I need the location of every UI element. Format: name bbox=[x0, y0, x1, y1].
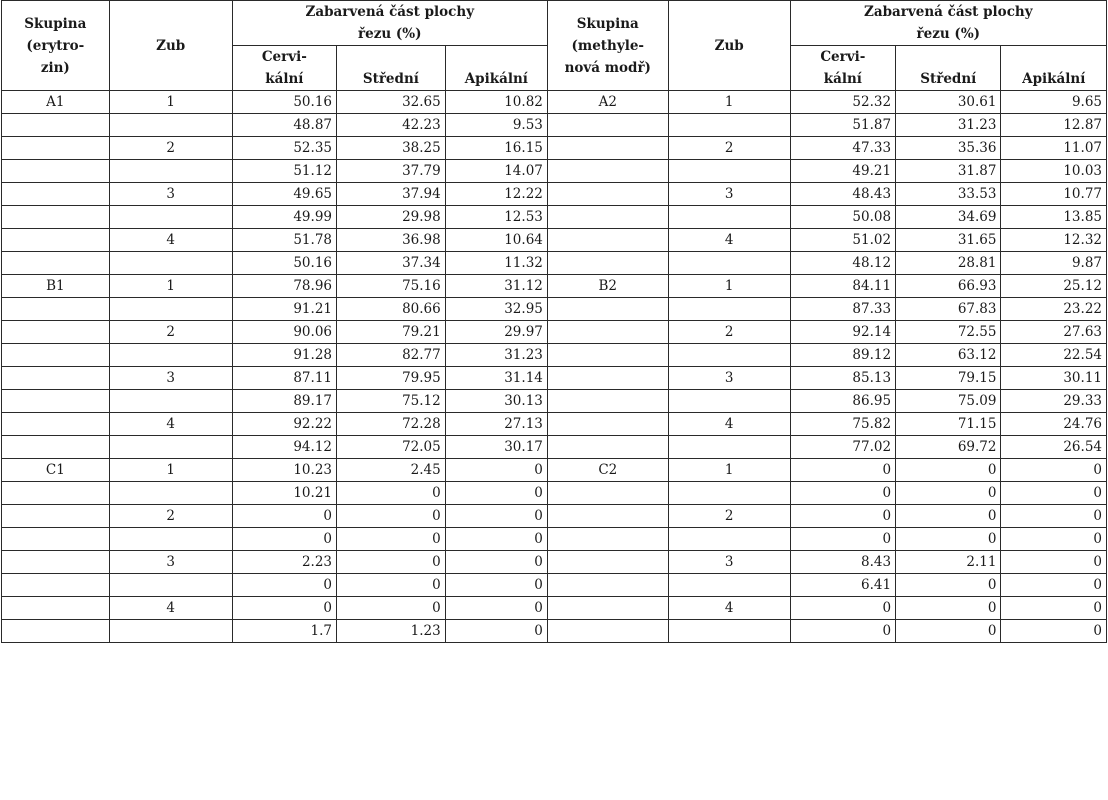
cell-apical2: 0 bbox=[1001, 482, 1107, 505]
table-row bbox=[2, 344, 1107, 367]
cell-cervical2: 89.12 bbox=[790, 344, 895, 367]
table-row bbox=[2, 298, 1107, 321]
cell-middle2: 0 bbox=[896, 620, 1001, 643]
cell-group1 bbox=[2, 482, 110, 505]
cell-tooth2: 1 bbox=[668, 91, 790, 114]
cell-group1 bbox=[2, 551, 110, 574]
cell-apical1: 0 bbox=[445, 620, 547, 643]
table-row bbox=[2, 390, 1107, 413]
cell-middle2: 67.83 bbox=[896, 298, 1001, 321]
cell-apical1: 31.14 bbox=[445, 367, 547, 390]
cell-cervical1: 78.96 bbox=[232, 275, 336, 298]
cell-tooth2: 2 bbox=[668, 137, 790, 160]
cell-group1 bbox=[2, 137, 110, 160]
cell-tooth2: 1 bbox=[668, 459, 790, 482]
cell-cervical2: 49.21 bbox=[790, 160, 895, 183]
cell-apical2: 0 bbox=[1001, 528, 1107, 551]
cell-middle1: 38.25 bbox=[337, 137, 446, 160]
cell-cervical2: 77.02 bbox=[790, 436, 895, 459]
cell-tooth1 bbox=[109, 298, 232, 321]
cell-middle1: 1.23 bbox=[337, 620, 446, 643]
cell-middle2: 33.53 bbox=[896, 183, 1001, 206]
cell-tooth1 bbox=[109, 252, 232, 275]
cell-tooth2: 2 bbox=[668, 321, 790, 344]
cell-cervical1: 0 bbox=[232, 574, 336, 597]
cell-tooth1: 3 bbox=[109, 551, 232, 574]
cell-tooth1 bbox=[109, 160, 232, 183]
cell-middle1: 0 bbox=[337, 574, 446, 597]
cell-apical1: 31.23 bbox=[445, 344, 547, 367]
cell-apical2: 10.03 bbox=[1001, 160, 1107, 183]
cell-group1 bbox=[2, 229, 110, 252]
cell-cervical2: 52.32 bbox=[790, 91, 895, 114]
cell-group2: C2 bbox=[547, 459, 668, 482]
table-row bbox=[2, 137, 1107, 160]
cell-tooth1: 1 bbox=[109, 91, 232, 114]
cell-tooth1 bbox=[109, 482, 232, 505]
cell-cervical1: 49.65 bbox=[232, 183, 336, 206]
cell-cervical1: 90.06 bbox=[232, 321, 336, 344]
cell-cervical1: 87.11 bbox=[232, 367, 336, 390]
cell-tooth1 bbox=[109, 528, 232, 551]
cell-middle2: 0 bbox=[896, 528, 1001, 551]
cell-apical1: 0 bbox=[445, 459, 547, 482]
cell-tooth2 bbox=[668, 114, 790, 137]
cell-apical1: 16.15 bbox=[445, 137, 547, 160]
cell-group2 bbox=[547, 183, 668, 206]
cell-middle2: 31.23 bbox=[896, 114, 1001, 137]
cell-apical2: 24.76 bbox=[1001, 413, 1107, 436]
cell-apical1: 12.22 bbox=[445, 183, 547, 206]
cell-group2 bbox=[547, 574, 668, 597]
cell-middle2: 75.09 bbox=[896, 390, 1001, 413]
cell-middle2: 30.61 bbox=[896, 91, 1001, 114]
cell-middle1: 75.16 bbox=[337, 275, 446, 298]
table-row bbox=[2, 321, 1107, 344]
cell-apical2: 25.12 bbox=[1001, 275, 1107, 298]
cell-cervical2: 6.41 bbox=[790, 574, 895, 597]
cell-group2 bbox=[547, 413, 668, 436]
table-row bbox=[2, 114, 1107, 137]
group1-header: Skupina (erytro- zin) bbox=[2, 1, 110, 91]
cell-middle1: 36.98 bbox=[337, 229, 446, 252]
cell-apical1: 10.64 bbox=[445, 229, 547, 252]
cell-cervical1: 10.23 bbox=[232, 459, 336, 482]
table-header bbox=[2, 1, 1107, 91]
cell-cervical1: 92.22 bbox=[232, 413, 336, 436]
middle-header-1-top bbox=[337, 46, 446, 69]
cell-apical1: 14.07 bbox=[445, 160, 547, 183]
cell-tooth2 bbox=[668, 390, 790, 413]
table-row bbox=[2, 229, 1107, 252]
cell-group1 bbox=[2, 160, 110, 183]
cell-apical2: 9.65 bbox=[1001, 91, 1107, 114]
cell-tooth1: 1 bbox=[109, 275, 232, 298]
cervical-header-2: kální bbox=[790, 68, 895, 91]
cell-middle1: 80.66 bbox=[337, 298, 446, 321]
cell-middle2: 0 bbox=[896, 597, 1001, 620]
cell-group1 bbox=[2, 114, 110, 137]
cell-cervical1: 48.87 bbox=[232, 114, 336, 137]
cell-cervical2: 87.33 bbox=[790, 298, 895, 321]
cell-cervical2: 0 bbox=[790, 482, 895, 505]
cell-tooth1 bbox=[109, 114, 232, 137]
cell-group2 bbox=[547, 528, 668, 551]
apical-header-1: Apikální bbox=[445, 68, 547, 91]
cell-apical2: 27.63 bbox=[1001, 321, 1107, 344]
cell-tooth2 bbox=[668, 620, 790, 643]
cell-group2 bbox=[547, 137, 668, 160]
cell-apical1: 12.53 bbox=[445, 206, 547, 229]
cell-cervical1: 89.17 bbox=[232, 390, 336, 413]
cell-group1 bbox=[2, 528, 110, 551]
cell-cervical2: 48.43 bbox=[790, 183, 895, 206]
area-header-2: Zabarvená část plochy řezu (%) bbox=[790, 1, 1106, 46]
middle-header-1: Střední bbox=[337, 68, 446, 91]
cell-apical1: 0 bbox=[445, 505, 547, 528]
cell-tooth2: 3 bbox=[668, 367, 790, 390]
cell-middle2: 0 bbox=[896, 459, 1001, 482]
cell-middle2: 28.81 bbox=[896, 252, 1001, 275]
cell-tooth1: 4 bbox=[109, 413, 232, 436]
cell-apical2: 12.32 bbox=[1001, 229, 1107, 252]
cell-group2: B2 bbox=[547, 275, 668, 298]
cell-apical1: 9.53 bbox=[445, 114, 547, 137]
table-row bbox=[2, 183, 1107, 206]
cell-tooth1 bbox=[109, 574, 232, 597]
cell-middle1: 0 bbox=[337, 528, 446, 551]
cell-apical1: 10.82 bbox=[445, 91, 547, 114]
cell-group2 bbox=[547, 114, 668, 137]
cell-tooth1 bbox=[109, 390, 232, 413]
cell-cervical2: 0 bbox=[790, 597, 895, 620]
table-row bbox=[2, 528, 1107, 551]
cell-tooth1 bbox=[109, 344, 232, 367]
cell-tooth2: 3 bbox=[668, 551, 790, 574]
cell-tooth1: 2 bbox=[109, 505, 232, 528]
cell-tooth2: 2 bbox=[668, 505, 790, 528]
cell-group1 bbox=[2, 413, 110, 436]
cell-middle1: 82.77 bbox=[337, 344, 446, 367]
cell-middle1: 0 bbox=[337, 551, 446, 574]
cell-tooth2: 1 bbox=[668, 275, 790, 298]
cell-group2 bbox=[547, 551, 668, 574]
cell-apical2: 13.85 bbox=[1001, 206, 1107, 229]
cell-apical1: 30.17 bbox=[445, 436, 547, 459]
middle-header-2-top bbox=[896, 46, 1001, 69]
cell-middle2: 31.87 bbox=[896, 160, 1001, 183]
cell-tooth2: 4 bbox=[668, 413, 790, 436]
cell-cervical2: 92.14 bbox=[790, 321, 895, 344]
table-row bbox=[2, 505, 1107, 528]
cell-middle1: 2.45 bbox=[337, 459, 446, 482]
cervical-header-1-top: Cervi- bbox=[232, 46, 336, 69]
cell-group1 bbox=[2, 390, 110, 413]
cell-middle1: 0 bbox=[337, 482, 446, 505]
table-row bbox=[2, 620, 1107, 643]
cell-cervical1: 0 bbox=[232, 597, 336, 620]
table-row bbox=[2, 91, 1107, 114]
cell-group1: A1 bbox=[2, 91, 110, 114]
cell-tooth2 bbox=[668, 528, 790, 551]
cell-apical2: 0 bbox=[1001, 574, 1107, 597]
cell-apical1: 27.13 bbox=[445, 413, 547, 436]
cell-apical1: 0 bbox=[445, 482, 547, 505]
table-row bbox=[2, 436, 1107, 459]
cell-apical2: 26.54 bbox=[1001, 436, 1107, 459]
cell-cervical1: 10.21 bbox=[232, 482, 336, 505]
cell-middle1: 0 bbox=[337, 597, 446, 620]
cell-middle1: 79.95 bbox=[337, 367, 446, 390]
apical-header-2-top bbox=[1001, 46, 1107, 69]
cell-group2 bbox=[547, 229, 668, 252]
cell-apical2: 0 bbox=[1001, 459, 1107, 482]
cell-cervical1: 51.12 bbox=[232, 160, 336, 183]
cell-group2 bbox=[547, 482, 668, 505]
cervical-header-1: kální bbox=[232, 68, 336, 91]
cell-group2 bbox=[547, 298, 668, 321]
cell-tooth2: 4 bbox=[668, 229, 790, 252]
cell-cervical2: 48.12 bbox=[790, 252, 895, 275]
cell-group2 bbox=[547, 344, 668, 367]
cell-group1 bbox=[2, 436, 110, 459]
cell-apical2: 12.87 bbox=[1001, 114, 1107, 137]
cell-cervical2: 0 bbox=[790, 459, 895, 482]
cell-apical2: 10.77 bbox=[1001, 183, 1107, 206]
cell-group1 bbox=[2, 206, 110, 229]
cell-group1: C1 bbox=[2, 459, 110, 482]
cell-group2 bbox=[547, 390, 668, 413]
cell-group2 bbox=[547, 620, 668, 643]
cell-cervical1: 91.21 bbox=[232, 298, 336, 321]
cell-apical2: 0 bbox=[1001, 505, 1107, 528]
cell-cervical2: 0 bbox=[790, 620, 895, 643]
cell-apical2: 23.22 bbox=[1001, 298, 1107, 321]
cell-middle2: 69.72 bbox=[896, 436, 1001, 459]
cell-tooth1 bbox=[109, 436, 232, 459]
cell-cervical2: 47.33 bbox=[790, 137, 895, 160]
cell-cervical1: 52.35 bbox=[232, 137, 336, 160]
cell-cervical1: 94.12 bbox=[232, 436, 336, 459]
cell-middle1: 79.21 bbox=[337, 321, 446, 344]
cell-middle2: 72.55 bbox=[896, 321, 1001, 344]
cell-cervical1: 51.78 bbox=[232, 229, 336, 252]
cell-middle2: 2.11 bbox=[896, 551, 1001, 574]
cell-middle1: 32.65 bbox=[337, 91, 446, 114]
cell-tooth1: 3 bbox=[109, 367, 232, 390]
cell-cervical1: 1.7 bbox=[232, 620, 336, 643]
cell-group1 bbox=[2, 298, 110, 321]
cell-middle2: 35.36 bbox=[896, 137, 1001, 160]
cell-group1 bbox=[2, 183, 110, 206]
cell-group2 bbox=[547, 321, 668, 344]
table-row bbox=[2, 252, 1107, 275]
table-row bbox=[2, 459, 1107, 482]
cell-middle2: 63.12 bbox=[896, 344, 1001, 367]
cell-group1 bbox=[2, 321, 110, 344]
table-row bbox=[2, 551, 1107, 574]
cell-middle1: 37.94 bbox=[337, 183, 446, 206]
cell-tooth2 bbox=[668, 206, 790, 229]
cell-group1 bbox=[2, 252, 110, 275]
cell-cervical1: 50.16 bbox=[232, 91, 336, 114]
cell-apical1: 30.13 bbox=[445, 390, 547, 413]
cell-cervical1: 50.16 bbox=[232, 252, 336, 275]
cell-middle2: 0 bbox=[896, 505, 1001, 528]
apical-header-1-top bbox=[445, 46, 547, 69]
cell-tooth1: 1 bbox=[109, 459, 232, 482]
cell-group1 bbox=[2, 505, 110, 528]
cell-cervical2: 75.82 bbox=[790, 413, 895, 436]
cell-group1 bbox=[2, 620, 110, 643]
cell-cervical1: 2.23 bbox=[232, 551, 336, 574]
cell-cervical2: 0 bbox=[790, 528, 895, 551]
cell-cervical1: 0 bbox=[232, 505, 336, 528]
cell-apical1: 0 bbox=[445, 528, 547, 551]
cell-cervical2: 86.95 bbox=[790, 390, 895, 413]
cell-middle2: 0 bbox=[896, 574, 1001, 597]
cell-apical2: 0 bbox=[1001, 620, 1107, 643]
middle-header-2: Střední bbox=[896, 68, 1001, 91]
cell-group1 bbox=[2, 597, 110, 620]
cell-cervical2: 51.02 bbox=[790, 229, 895, 252]
cell-group1 bbox=[2, 344, 110, 367]
cell-cervical2: 84.11 bbox=[790, 275, 895, 298]
cell-middle1: 42.23 bbox=[337, 114, 446, 137]
table-row bbox=[2, 367, 1107, 390]
cell-cervical2: 85.13 bbox=[790, 367, 895, 390]
staining-table bbox=[1, 0, 1107, 643]
cell-apical1: 29.97 bbox=[445, 321, 547, 344]
cell-apical1: 11.32 bbox=[445, 252, 547, 275]
cell-apical1: 32.95 bbox=[445, 298, 547, 321]
cell-apical2: 22.54 bbox=[1001, 344, 1107, 367]
cell-apical1: 31.12 bbox=[445, 275, 547, 298]
cell-group2: A2 bbox=[547, 91, 668, 114]
cell-middle1: 75.12 bbox=[337, 390, 446, 413]
cell-cervical2: 0 bbox=[790, 505, 895, 528]
cell-middle1: 0 bbox=[337, 505, 446, 528]
cell-tooth2 bbox=[668, 252, 790, 275]
cell-apical2: 9.87 bbox=[1001, 252, 1107, 275]
cell-tooth2 bbox=[668, 160, 790, 183]
table-row bbox=[2, 206, 1107, 229]
cell-cervical1: 0 bbox=[232, 528, 336, 551]
cell-tooth1: 2 bbox=[109, 321, 232, 344]
cell-tooth1: 3 bbox=[109, 183, 232, 206]
cell-middle1: 72.28 bbox=[337, 413, 446, 436]
cell-apical2: 11.07 bbox=[1001, 137, 1107, 160]
cell-tooth2: 3 bbox=[668, 183, 790, 206]
cervical-header-2-top: Cervi- bbox=[790, 46, 895, 69]
table-row bbox=[2, 160, 1107, 183]
cell-group2 bbox=[547, 206, 668, 229]
cell-cervical2: 50.08 bbox=[790, 206, 895, 229]
cell-middle2: 66.93 bbox=[896, 275, 1001, 298]
cell-tooth1 bbox=[109, 206, 232, 229]
cell-middle2: 0 bbox=[896, 482, 1001, 505]
cell-tooth1: 2 bbox=[109, 137, 232, 160]
cell-apical1: 0 bbox=[445, 551, 547, 574]
cell-apical2: 0 bbox=[1001, 551, 1107, 574]
area-header-1: Zabarvená část plochy řezu (%) bbox=[232, 1, 547, 46]
table-row bbox=[2, 482, 1107, 505]
cell-middle2: 71.15 bbox=[896, 413, 1001, 436]
table-row bbox=[2, 413, 1107, 436]
cell-tooth2 bbox=[668, 436, 790, 459]
cell-middle2: 34.69 bbox=[896, 206, 1001, 229]
cell-group1 bbox=[2, 367, 110, 390]
cell-tooth1 bbox=[109, 620, 232, 643]
cell-cervical1: 49.99 bbox=[232, 206, 336, 229]
table-row bbox=[2, 275, 1107, 298]
cell-middle1: 37.34 bbox=[337, 252, 446, 275]
cell-middle2: 31.65 bbox=[896, 229, 1001, 252]
table-row bbox=[2, 597, 1107, 620]
group2-header: Skupina (methyle- nová modř) bbox=[547, 1, 668, 91]
table-row bbox=[2, 574, 1107, 597]
cell-tooth2 bbox=[668, 482, 790, 505]
cell-tooth2 bbox=[668, 574, 790, 597]
cell-cervical2: 8.43 bbox=[790, 551, 895, 574]
cell-tooth1: 4 bbox=[109, 597, 232, 620]
cell-group2 bbox=[547, 505, 668, 528]
cell-tooth2 bbox=[668, 344, 790, 367]
cell-tooth2: 4 bbox=[668, 597, 790, 620]
cell-group2 bbox=[547, 436, 668, 459]
cell-tooth2 bbox=[668, 298, 790, 321]
cell-group2 bbox=[547, 597, 668, 620]
cell-middle1: 29.98 bbox=[337, 206, 446, 229]
tooth-header-2: Zub bbox=[668, 1, 790, 91]
apical-header-2: Apikální bbox=[1001, 68, 1107, 91]
cell-middle1: 37.79 bbox=[337, 160, 446, 183]
cell-middle2: 79.15 bbox=[896, 367, 1001, 390]
cell-apical1: 0 bbox=[445, 574, 547, 597]
cell-apical2: 29.33 bbox=[1001, 390, 1107, 413]
cell-apical2: 30.11 bbox=[1001, 367, 1107, 390]
cell-tooth1: 4 bbox=[109, 229, 232, 252]
cell-cervical2: 51.87 bbox=[790, 114, 895, 137]
cell-group1 bbox=[2, 574, 110, 597]
cell-group2 bbox=[547, 367, 668, 390]
table-body bbox=[2, 91, 1107, 643]
cell-apical1: 0 bbox=[445, 597, 547, 620]
cell-middle1: 72.05 bbox=[337, 436, 446, 459]
tooth-header-1: Zub bbox=[109, 1, 232, 91]
cell-apical2: 0 bbox=[1001, 597, 1107, 620]
cell-group2 bbox=[547, 160, 668, 183]
cell-group2 bbox=[547, 252, 668, 275]
cell-group1: B1 bbox=[2, 275, 110, 298]
cell-cervical1: 91.28 bbox=[232, 344, 336, 367]
